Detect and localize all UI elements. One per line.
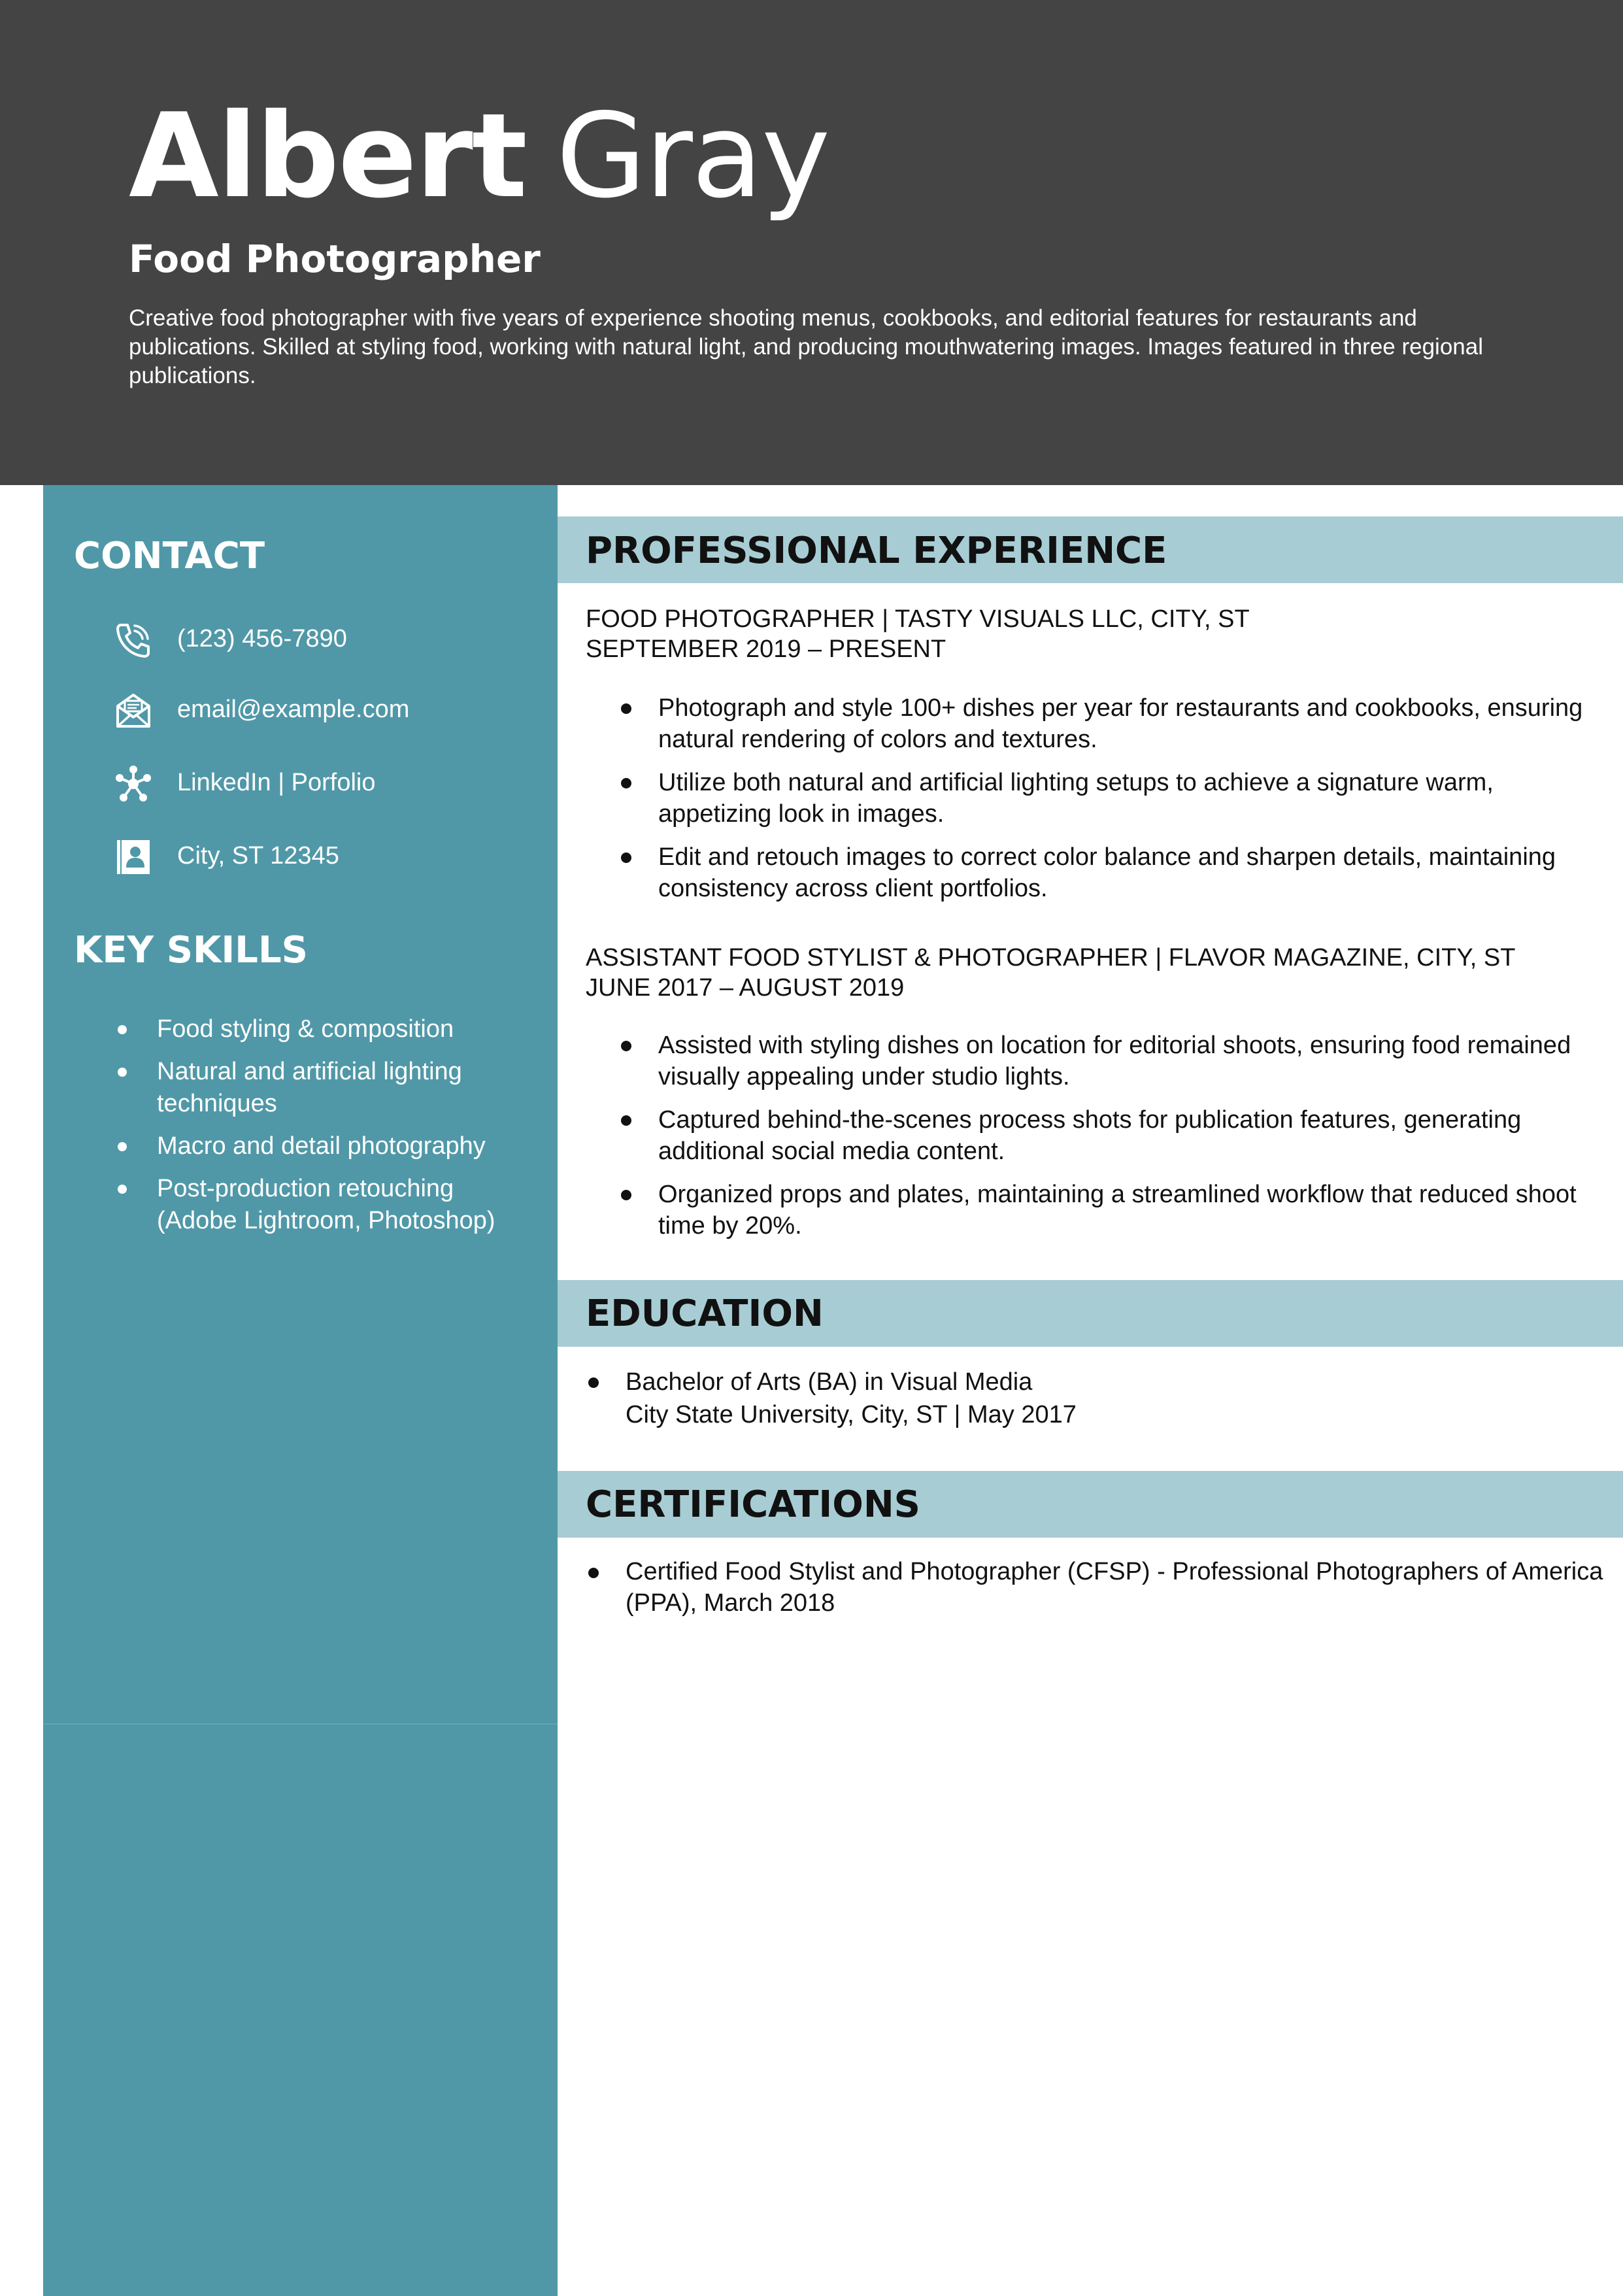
summary: Creative food photographer with five years of experience shooting menus, cookbooks, and editorial features for restaurants and publications. Skilled at styling food, working with natural light, and producing mouthwatering images. Images featured in three regional publications. (129, 305, 1484, 388)
sidebar (43, 485, 558, 2296)
job-1-dates: SEPTEMBER 2019 – PRESENT (586, 635, 946, 663)
contact-heading: CONTACT (74, 535, 265, 577)
contact-links-text: LinkedIn | Porfolio (177, 769, 376, 796)
job-2-bullet: Assisted with styling dishes on location for editorial shoots, ensuring food remained visually appealing under studio lights. (618, 1030, 1592, 1092)
job-2-bullet: Organized props and plates, maintaining a streamlined workflow that reduced shoot time by 20%. (618, 1179, 1592, 1241)
job-1-title: FOOD PHOTOGRAPHER | TASTY VISUALS LLC, CITY, ST (586, 605, 1250, 633)
contact-phone-text: (123) 456-7890 (177, 625, 347, 652)
contact-links (114, 761, 533, 807)
job-title: Food Photographer (129, 237, 541, 281)
job-2-bullet: Captured behind-the-scenes process shots for publication features, generating additional social media content. (618, 1104, 1592, 1167)
first-name: Albert (129, 88, 526, 224)
skills-heading: KEY SKILLS (74, 929, 308, 971)
skill-item: Natural and artificial lighting techniques (118, 1056, 536, 1120)
network-icon (114, 765, 152, 803)
contact-phone (114, 617, 533, 663)
education-heading: EDUCATION (586, 1292, 824, 1335)
education-degree: Bachelor of Arts (BA) in Visual Media (626, 1368, 1033, 1396)
contact-address-text: City, ST 12345 (177, 842, 339, 869)
experience-heading: PROFESSIONAL EXPERIENCE (586, 530, 1167, 572)
contact-address (114, 834, 533, 880)
candidate-name (129, 88, 829, 224)
last-name: Gray (556, 88, 829, 224)
job-1-bullet: Edit and retouch images to correct color balance and sharpen details, maintaining consistency across client portfolios. (618, 841, 1592, 904)
job-2-bullets (618, 1030, 1592, 1253)
email-icon (114, 692, 152, 730)
education-entry (585, 1366, 1623, 1431)
job-2-dates: JUNE 2017 – AUGUST 2019 (586, 974, 905, 1002)
job-2-title: ASSISTANT FOOD STYLIST & PHOTOGRAPHER | FLAVOR MAGAZINE, CITY, ST (586, 944, 1516, 971)
phone-icon (114, 621, 152, 659)
sidebar-divider (43, 1723, 558, 1725)
skills-list (118, 1013, 536, 1247)
job-1-bullet: Utilize both natural and artificial lighting setups to achieve a signature warm, appetizing look in images. (618, 767, 1592, 830)
skill-item: Macro and detail photography (118, 1130, 536, 1162)
address-book-icon (114, 838, 152, 876)
contact-email (114, 688, 533, 734)
job-1-bullets (618, 692, 1592, 916)
skill-item: Food styling & composition (118, 1013, 536, 1045)
certification-entry: Certified Food Stylist and Photographer (CFSP) - Professional Photographers of America (PPA), March 2018 (585, 1556, 1623, 1619)
job-1-bullet: Photograph and style 100+ dishes per year for restaurants and cookbooks, ensuring natural rendering of colors and textures. (618, 692, 1592, 755)
education-school: City State University, City, ST | May 2017 (626, 1401, 1077, 1428)
certifications-heading: CERTIFICATIONS (586, 1483, 921, 1526)
skill-item: Post-production retouching (Adobe Lightroom, Photoshop) (118, 1173, 536, 1237)
contact-email-text: email@example.com (177, 696, 410, 723)
